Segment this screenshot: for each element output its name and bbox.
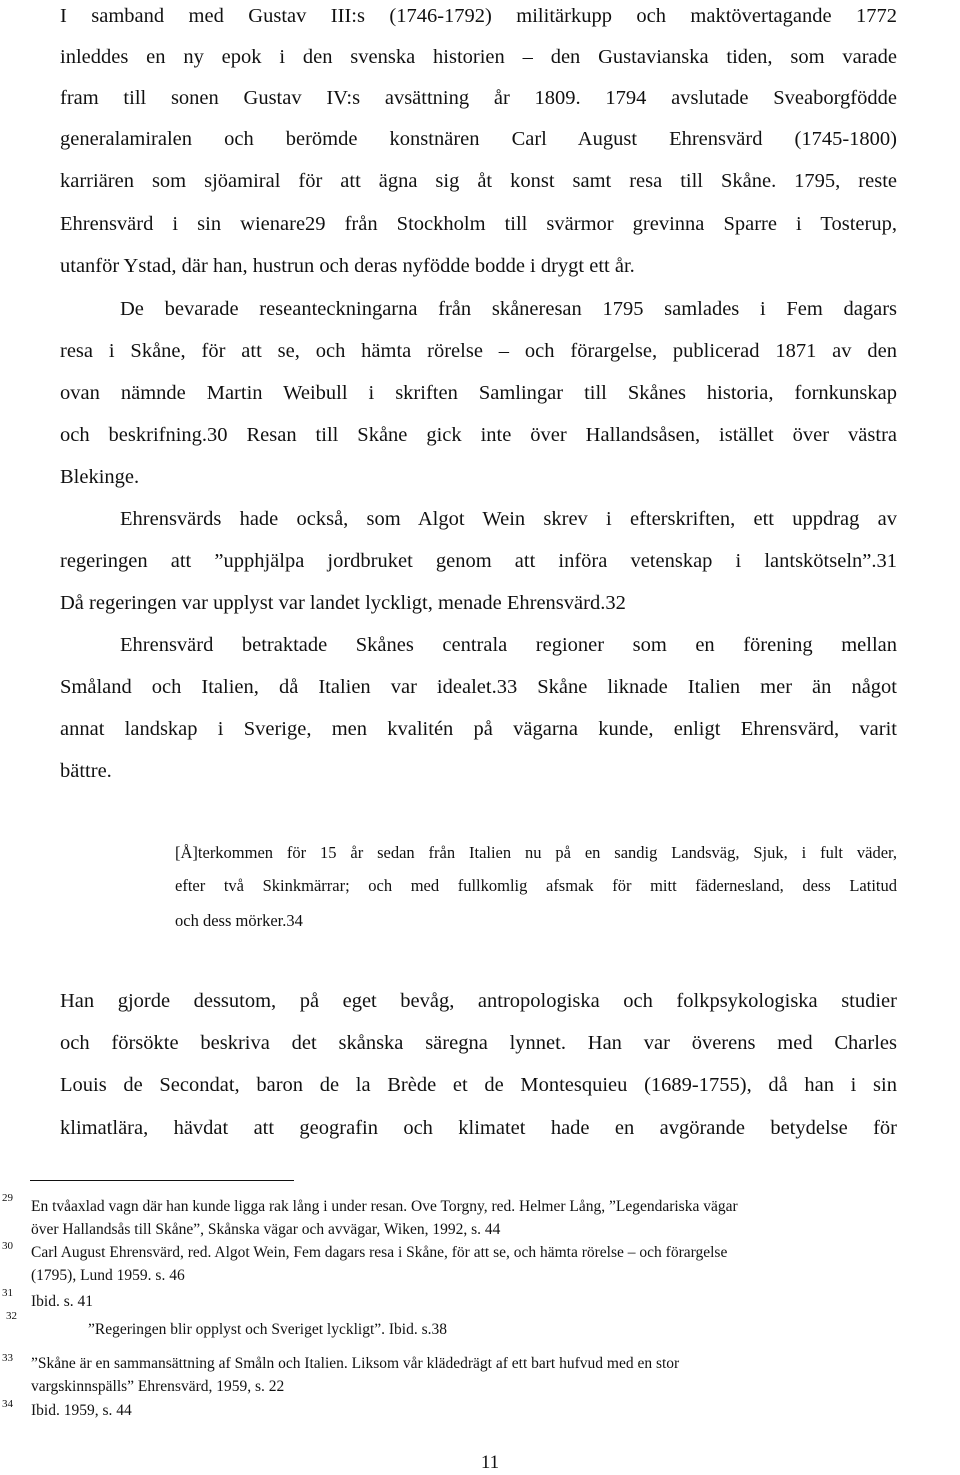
block-quote-line: efter två Skinkmärrar; och med fullkomlig afsmak för mitt fädernesland, dess Latitud xyxy=(175,876,897,895)
block-quote-line: och dess mörker.34 xyxy=(175,911,303,930)
footnote-number: 29 xyxy=(2,1192,13,1204)
body-line: I samband med Gustav III:s (1746-1792) militärkupp och maktövertagande 1772 xyxy=(60,5,897,27)
body-line: fram till sonen Gustav IV:s avsättning år 1809. 1794 avslutade Sveaborgfödde xyxy=(60,87,897,109)
body-line: annat landskap i Sverige, men kvalitén på vägarna kunde, enligt Ehrensvärd, varit xyxy=(60,718,897,740)
footnote-text: ”Regeringen blir opplyst och Sveriget lyckligt”. Ibid. s.38 xyxy=(88,1321,448,1338)
footnote-separator xyxy=(30,1180,294,1181)
block-quote-line: [Å]terkommen för 15 år sedan från Italien nu på en sandig Landsväg, Sjuk, i fult väder, xyxy=(175,843,897,862)
body-line: ovan nämnde Martin Weibull i skriften Samlingar till Skånes historia, fornkunskap xyxy=(60,382,897,404)
body-line: klimatlära, hävdat att geografin och klimatet hade en avgörande betydelse för xyxy=(60,1117,897,1139)
body-line: De bevarade reseanteckningarna från skåneresan 1795 samlades i Fem dagars xyxy=(120,298,897,320)
page-number: 11 xyxy=(480,1452,500,1473)
body-line: Ehrensvärd betraktade Skånes centrala regioner som en förening mellan xyxy=(120,634,897,656)
body-line: karriären som sjöamiral för att ägna sig åt konst samt resa till Skåne. 1795, reste xyxy=(60,170,897,192)
body-line: och försökte beskriva det skånska säregna lynnet. Han var överens med Charles xyxy=(60,1032,897,1054)
body-line: utanför Ystad, där han, hustrun och deras nyfödde bodde i drygt ett år. xyxy=(60,255,635,277)
body-line: generalamiralen och berömde konstnären Carl August Ehrensvärd (1745-1800) xyxy=(60,128,897,150)
footnote-number: 32 xyxy=(6,1310,17,1322)
body-line: bättre. xyxy=(60,760,112,782)
body-line: och beskrifning.30 Resan till Skåne gick inte över Hallandsåsen, istället över västra xyxy=(60,424,897,446)
footnote-text: vargskinnspälls” Ehrensvärd, 1959, s. 22 xyxy=(31,1378,285,1395)
body-line: Louis de Secondat, baron de la Brède et de Montesquieu (1689-1755), då han i sin xyxy=(60,1074,897,1096)
body-line: regeringen att ”upphjälpa jordbruket genom att införa vetenskap i lantskötseln”.31 xyxy=(60,550,897,572)
body-line: Småland och Italien, då Italien var idealet.33 Skåne liknade Italien mer än något xyxy=(60,676,897,698)
footnote-text: Ibid. 1959, s. 44 xyxy=(31,1402,132,1419)
footnote-text: En tvåaxlad vagn där han kunde ligga rak lång i under resan. Ove Torgny, red. Helmer Lång, ”Legendariska vägar xyxy=(31,1198,738,1215)
footnote-text: ”Skåne är en sammansättning af Småln och Italien. Liksom vår klädedrägt af ett bart hufvud med en stor xyxy=(31,1355,680,1372)
body-line: Ehrensvärds hade också, som Algot Wein skrev i efterskriften, ett uppdrag av xyxy=(120,508,897,530)
footnote-text: Ibid. s. 41 xyxy=(31,1293,93,1310)
footnote-number: 33 xyxy=(2,1352,13,1364)
footnote-number: 31 xyxy=(2,1287,13,1299)
footnote-number: 34 xyxy=(2,1398,13,1410)
body-line: Då regeringen var upplyst var landet lyckligt, menade Ehrensvärd.32 xyxy=(60,592,626,614)
footnote-text: (1795), Lund 1959. s. 46 xyxy=(31,1267,185,1284)
body-line: Blekinge. xyxy=(60,466,140,488)
footnote-number: 30 xyxy=(2,1240,13,1252)
body-line: Han gjorde dessutom, på eget bevåg, antropologiska och folkpsykologiska studier xyxy=(60,990,897,1012)
footnote-text: över Hallandsås till Skåne”, Skånska vägar och avvägar, Wiken, 1992, s. 44 xyxy=(31,1221,501,1238)
footnote-text: Carl August Ehrensvärd, red. Algot Wein, Fem dagars resa i Skåne, för att se, och hämta rörelse – och förargelse xyxy=(31,1244,728,1261)
body-line: Ehrensvärd i sin wienare29 från Stockholm till svärmor grevinna Sparre i Tosterup, xyxy=(60,213,897,235)
body-line: inleddes en ny epok i den svenska historien – den Gustavianska tiden, som varade xyxy=(60,46,897,68)
body-line: resa i Skåne, för att se, och hämta rörelse – och förargelse, publicerad 1871 av den xyxy=(60,340,897,362)
